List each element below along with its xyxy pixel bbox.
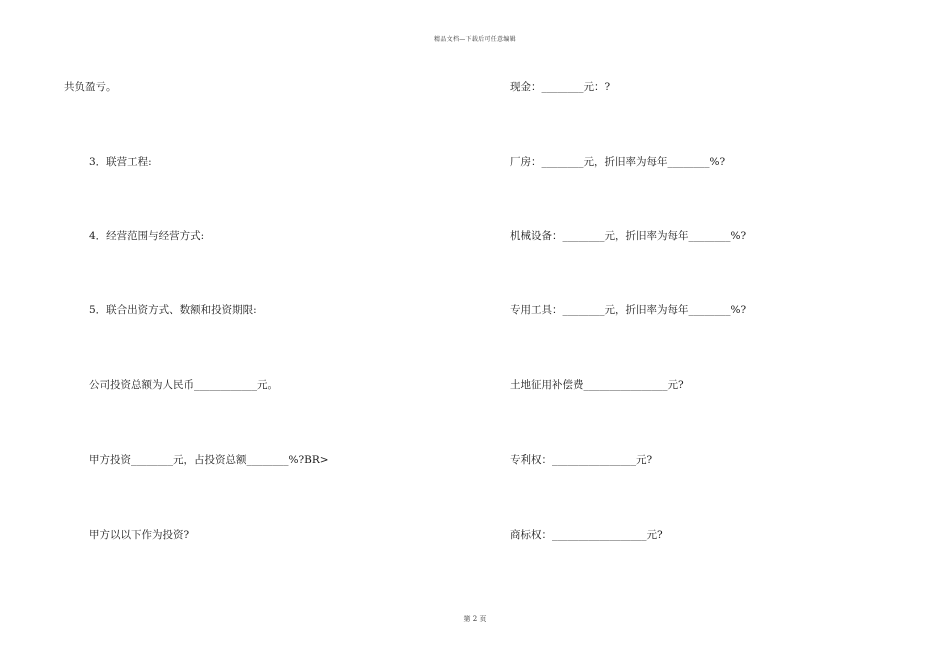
page-header: 精品文档—下载后可任意编辑 — [434, 36, 516, 43]
left-line-2: 3．联营工程: — [89, 156, 152, 168]
left-line-5: 公司投资总额为人民币____________元。 — [89, 379, 278, 391]
right-line-5: 土地征用补偿费________________元? — [510, 379, 684, 391]
left-line-1: 共负盈亏。 — [64, 81, 117, 93]
left-line-7: 甲方以以下作为投资? — [89, 529, 190, 541]
right-line-6: 专利权：________________元? — [510, 454, 653, 466]
page-footer: 第 2 页 — [463, 615, 487, 623]
right-line-1: 现金：________元：? — [510, 81, 611, 93]
right-line-7: 商标权：__________________元? — [510, 529, 663, 541]
left-line-3: 4．经营范围与经营方式: — [89, 230, 205, 242]
left-line-6: 甲方投资________元，占投资总额________%?BR> — [89, 454, 329, 466]
left-line-4: 5．联合出资方式、数额和投资期限: — [89, 304, 257, 316]
right-line-3: 机械设备：________元，折旧率为每年________%? — [510, 230, 747, 242]
right-line-4: 专用工具：________元，折旧率为每年________%? — [510, 304, 747, 316]
right-line-2: 厂房：________元，折旧率为每年________%? — [510, 156, 726, 168]
